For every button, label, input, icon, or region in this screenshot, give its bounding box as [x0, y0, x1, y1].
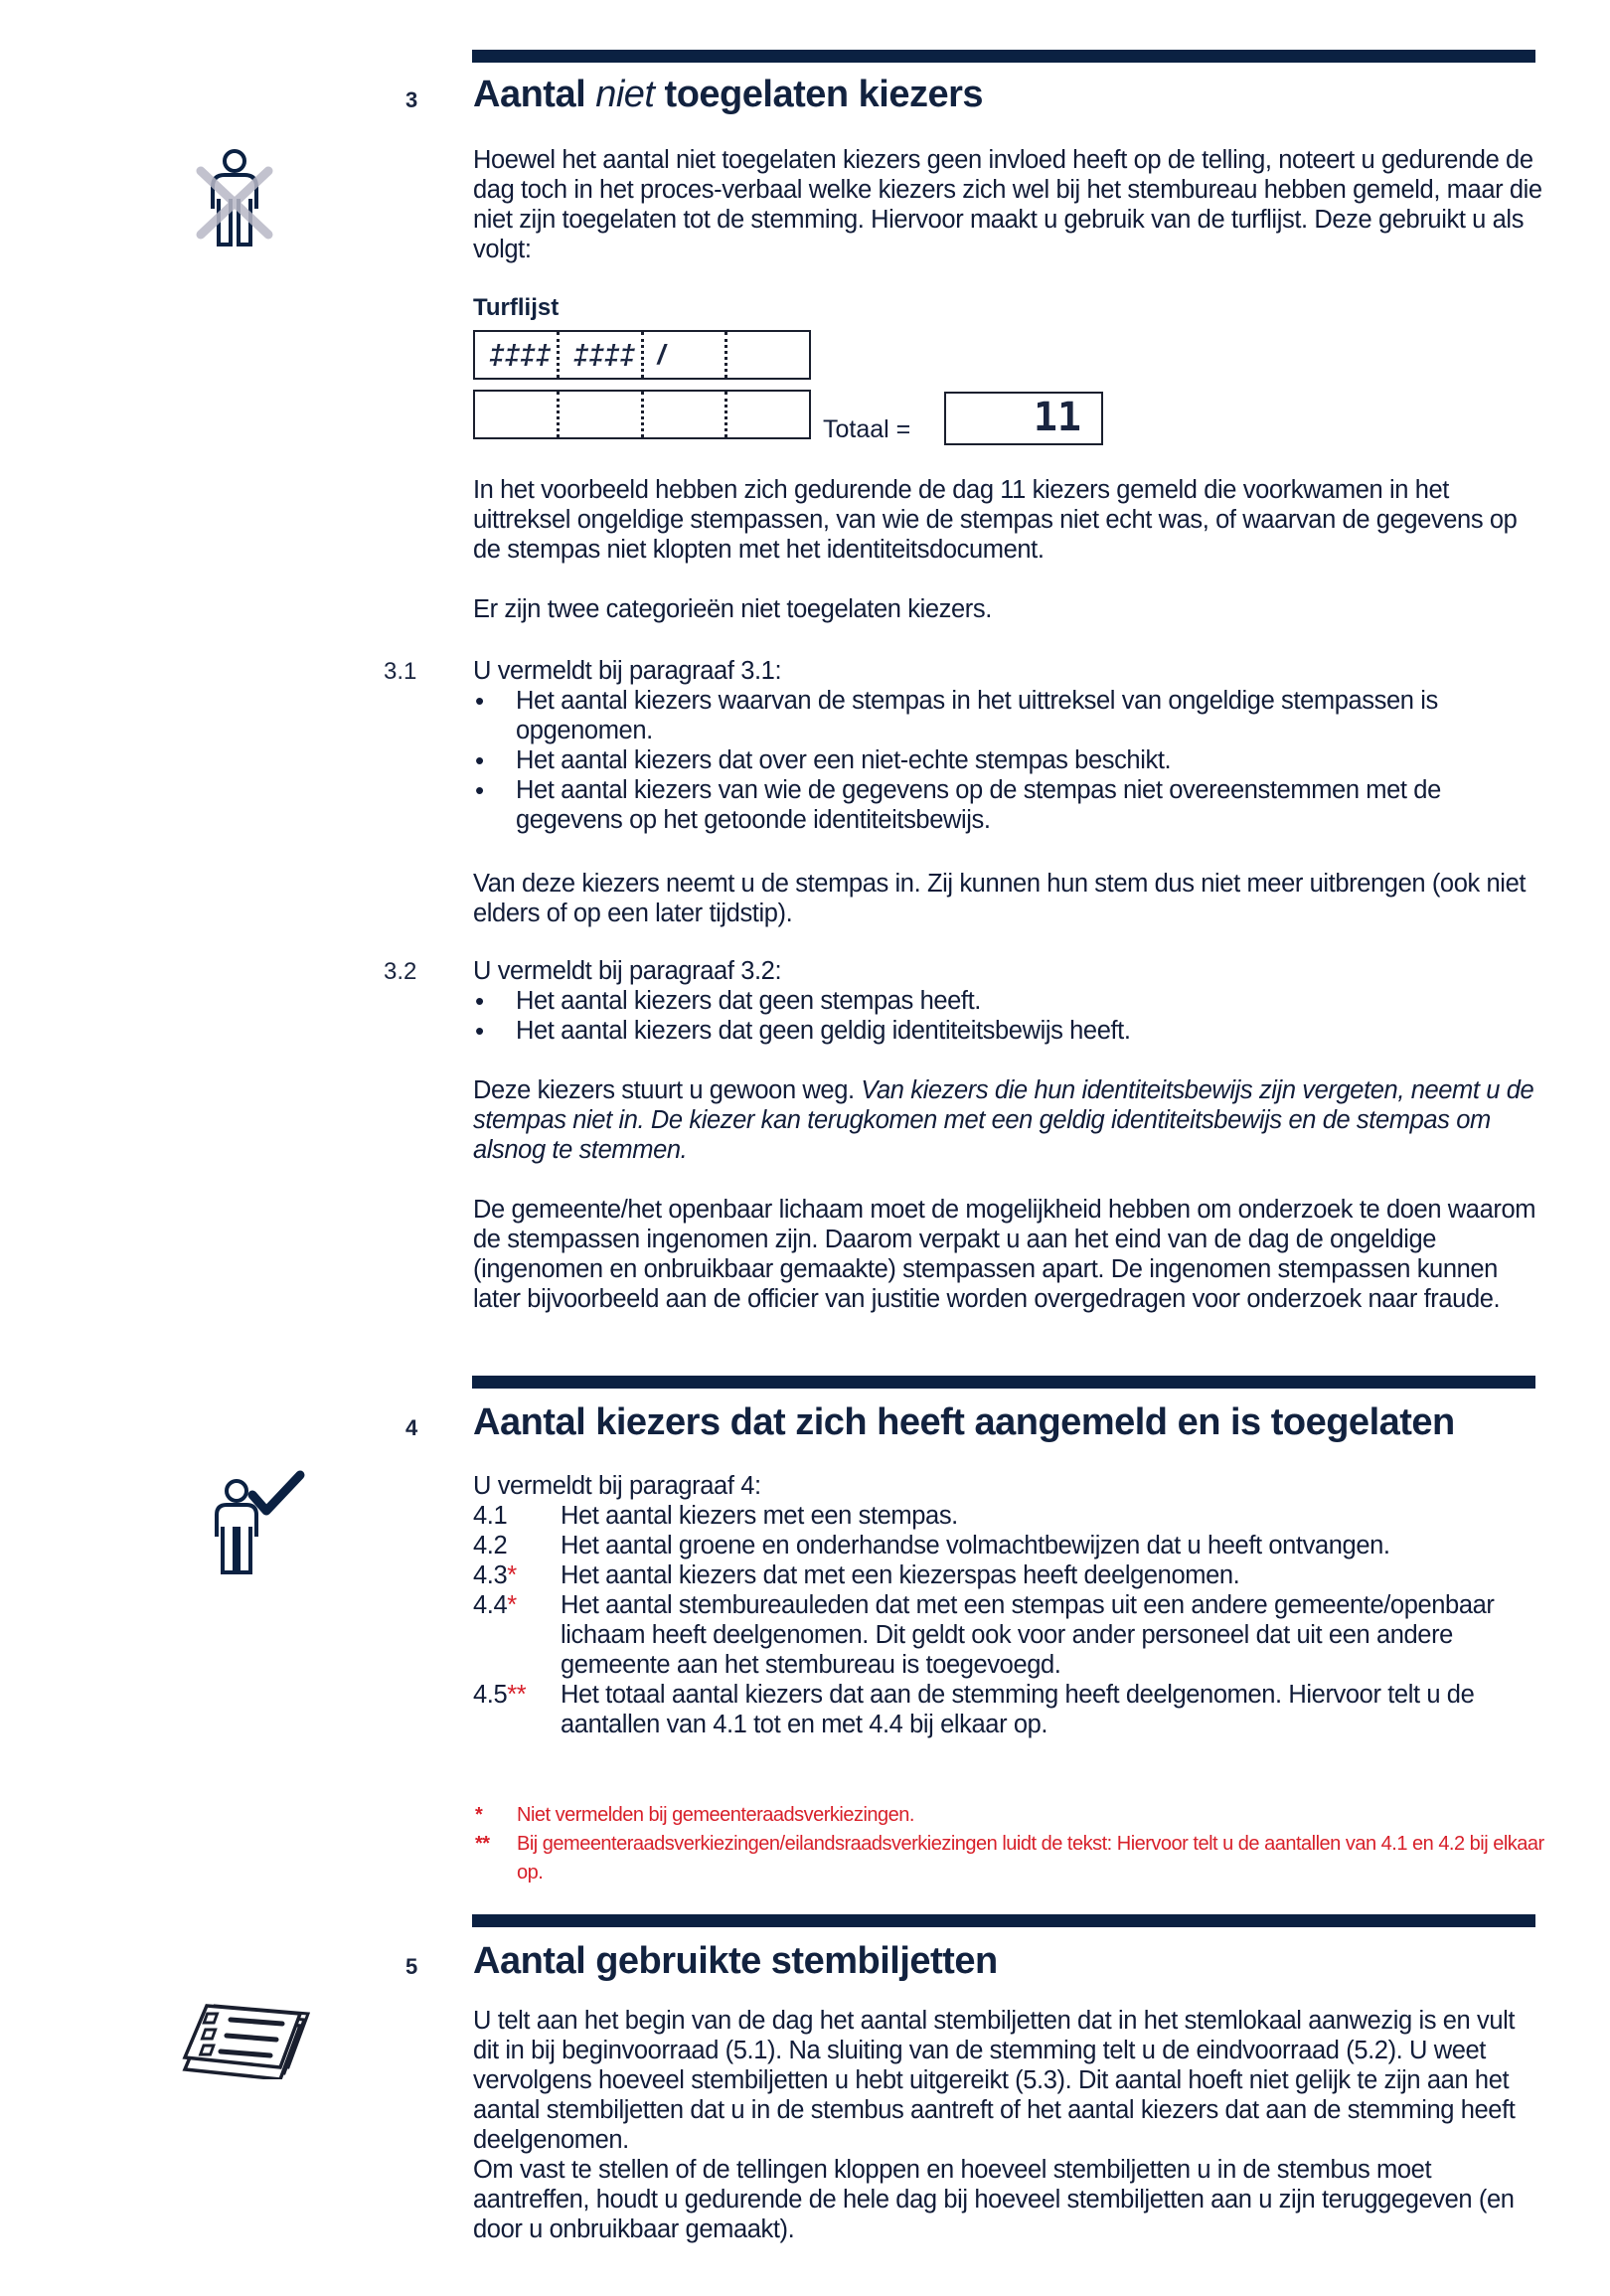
list-item: • Het aantal kiezers dat geen stempas heeft.	[473, 986, 1546, 1016]
item-num: 4.2	[473, 1532, 508, 1559]
list-item: • Het aantal kiezers van wie de gegevens op de stempas niet overeenstemmen met de gegevens op het getoonde identiteitsbewijs.	[473, 775, 1546, 835]
turflijst-cell	[644, 392, 728, 437]
subsection-lead: U vermeldt bij paragraaf 4:	[473, 1472, 761, 1500]
totaal-label: Totaal =	[823, 415, 911, 443]
section-divider-bar	[472, 1376, 1535, 1389]
footnote-text: Niet vermelden bij gemeenteraadsverkiezingen.	[517, 1804, 914, 1826]
turflijst-row	[473, 390, 811, 439]
footnote	[473, 1801, 1546, 1830]
footnote-text: Bij gemeenteraadsverkiezingen/eilandsraadsverkiezingen luidt de tekst: Hiervoor telt u de aantallen van 4.1 en 4.2 bij elkaar op.	[517, 1833, 1544, 1884]
subsection-3-1-after: Van deze kiezers neemt u de stempas in. Zij kunnen hun stem dus niet meer uitbrengen (ook niet elders of op een later tijdstip).	[473, 870, 1527, 927]
item-number	[473, 1531, 507, 1560]
turflijst-row	[473, 330, 811, 380]
subsection-lead: U vermeldt bij paragraaf 3.2:	[473, 957, 782, 985]
item-num: 4.1	[473, 1502, 508, 1530]
section4-list	[473, 1471, 1546, 1739]
bullet-list	[473, 986, 1546, 1046]
section-number: 5	[405, 1954, 418, 1979]
item-text: Het aantal kiezers dat met een kiezerspas heeft deelgenomen.	[561, 1561, 1240, 1589]
footnote-mark: *	[507, 1561, 517, 1589]
example-paragraph: In het voorbeeld hebben zich gedurende de dag 11 kiezers gemeld die voorkwamen in het uittreksel ongeldige stempassen, van wie de stempas niet echt was, of waarvan de gegevens op de stempas niet klopten met het identiteitsdocument.	[473, 476, 1518, 564]
section-title: Aantal kiezers dat zich heeft aangemeld en is toegelaten	[473, 1401, 1455, 1443]
turflijst-cell	[727, 332, 809, 378]
text-italic: Van kiezers die hun identiteitsbewijs zijn vergeten, neemt u de stempas niet in. De kiezer kan terugkomen met een geldig identiteitsbewijs en de stempas om alsnog te stemmen.	[473, 1076, 1534, 1164]
person-check-icon	[209, 1469, 308, 1578]
intro-paragraph: Hoewel het aantal niet toegelaten kiezers geen invloed heeft op de telling, noteert u gedurende de dag toch in het proces-verbaal welke kiezers zich wel bij het stembureau hebben gemeld, maar die niet zijn toegelaten tot de stemming. Hiervoor maakt u gebruik van de turflijst. Deze gebruikt u als volgt:	[473, 146, 1542, 263]
subsection-label: 3.2	[384, 958, 417, 985]
item-text: Het aantal stembureauleden dat met een stempas uit een andere gemeente/openbaar lichaam heeft deelgenomen. Dit geldt ook voor ander personeel dat uit een andere gemeente aan het stembureau is toegevoegd.	[561, 1591, 1495, 1679]
list-item: • Het aantal kiezers waarvan de stempas in het uittreksel van ongeldige stempassen is opgenomen.	[473, 686, 1546, 745]
item-number	[473, 1560, 517, 1590]
subsection-3-2	[473, 956, 1546, 1046]
body-paragraph: U telt aan het begin van de dag het aantal stembiljetten dat in het stemlokaal aanwezig is en vult dit in bij beginvoorraad (5.1). Na sluiting van de stemming telt u de eindvoorraad (5.2). U weet vervolgens hoeveel stembiljetten u hebt uitgereikt (5.3). Dit aantal hoeft niet gelijk te zijn aan het aantal stembiljetten dat u in de stembus aantreft of het aantal kiezers dat aan de stemming heeft deelgenomen.	[473, 2007, 1516, 2154]
footnote-mark: **	[507, 1681, 527, 1709]
categories-paragraph: Er zijn twee categorieën niet toegelaten kiezers.	[473, 595, 992, 623]
bullet-list	[473, 686, 1546, 835]
turflijst-cell: ‡‡‡‡	[475, 332, 560, 378]
footnote	[473, 1830, 1546, 1887]
item-num: 4.3	[473, 1561, 508, 1589]
item-text: Het aantal kiezers met een stempas.	[561, 1502, 958, 1530]
section5-body	[473, 2006, 1546, 2244]
subsection-3-1	[473, 656, 1546, 835]
text-plain: Deze kiezers stuurt u gewoon weg.	[473, 1076, 862, 1104]
section-title	[473, 74, 983, 116]
title-part: Aantal	[473, 74, 596, 115]
list-item: • Het aantal kiezers dat geen geldig identiteitsbewijs heeft.	[473, 1016, 1546, 1046]
item-number	[473, 1501, 507, 1531]
item-number	[473, 1680, 526, 1710]
item-text: Het totaal aantal kiezers dat aan de stemming heeft deelgenomen. Hiervoor telt u de aantallen van 4.1 tot en met 4.4 bij elkaar op.	[561, 1681, 1475, 1738]
title-emphasis: niet	[595, 74, 655, 115]
section-divider-bar	[472, 50, 1535, 63]
list-item: • Het aantal kiezers dat over een niet-echte stempas beschikt.	[473, 745, 1546, 775]
item-num: 4.4	[473, 1591, 508, 1619]
turflijst-cell: ‡‡‡‡	[560, 332, 644, 378]
turflijst-cell	[560, 392, 644, 437]
ballot-stack-icon	[179, 1988, 318, 2079]
section-number: 4	[405, 1415, 418, 1440]
turflijst-cell	[727, 392, 809, 437]
section-title: Aantal gebruikte stembiljetten	[473, 1940, 998, 1982]
item-number	[473, 1590, 517, 1620]
list-item	[473, 1501, 1546, 1531]
turflijst-cell: /	[644, 332, 728, 378]
item-text: Het aantal groene en onderhandse volmachtbewijzen dat u heeft ontvangen.	[561, 1532, 1390, 1559]
subsection-lead: U vermeldt bij paragraaf 3.1:	[473, 657, 782, 685]
footnote-mark: *	[507, 1591, 517, 1619]
list-item	[473, 1590, 1546, 1680]
section-number: 3	[405, 87, 418, 112]
subsection-3-2-after	[473, 1075, 1546, 1165]
list-item	[473, 1531, 1546, 1560]
title-part: toegelaten kiezers	[654, 74, 984, 115]
list-item	[473, 1680, 1546, 1739]
totaal-value: 11	[944, 392, 1103, 445]
list-item	[473, 1560, 1546, 1590]
item-num: 4.5	[473, 1681, 508, 1709]
footnote-mark: *	[475, 1804, 483, 1826]
turflijst-cell	[475, 392, 560, 437]
person-crossed-icon	[195, 147, 274, 256]
body-paragraph: Om vast te stellen of de tellingen kloppen en hoeveel stembiljetten u in de stembus moet aantreffen, houdt u gedurende de hele dag bij hoeveel stembiljetten aan u zijn teruggegeven (en door u onbruikbaar gemaakt).	[473, 2156, 1515, 2243]
closing-paragraph: De gemeente/het openbaar lichaam moet de mogelijkheid hebben om onderzoek te doen waarom de stempassen ingenomen zijn. Daarom verpakt u aan het eind van de dag de ongeldige (ingenomen en onbruikbaar gemaakte) stempassen apart. De ingenomen stempassen kunnen later bijvoorbeeld aan de officier van justitie worden overgedragen voor onderzoek naar fraude.	[473, 1196, 1536, 1313]
footnotes	[473, 1801, 1546, 1887]
turflijst-label: Turflijst	[473, 294, 560, 321]
subsection-label: 3.1	[384, 658, 417, 685]
footnote-mark: **	[475, 1833, 490, 1855]
section-divider-bar	[472, 1914, 1535, 1927]
